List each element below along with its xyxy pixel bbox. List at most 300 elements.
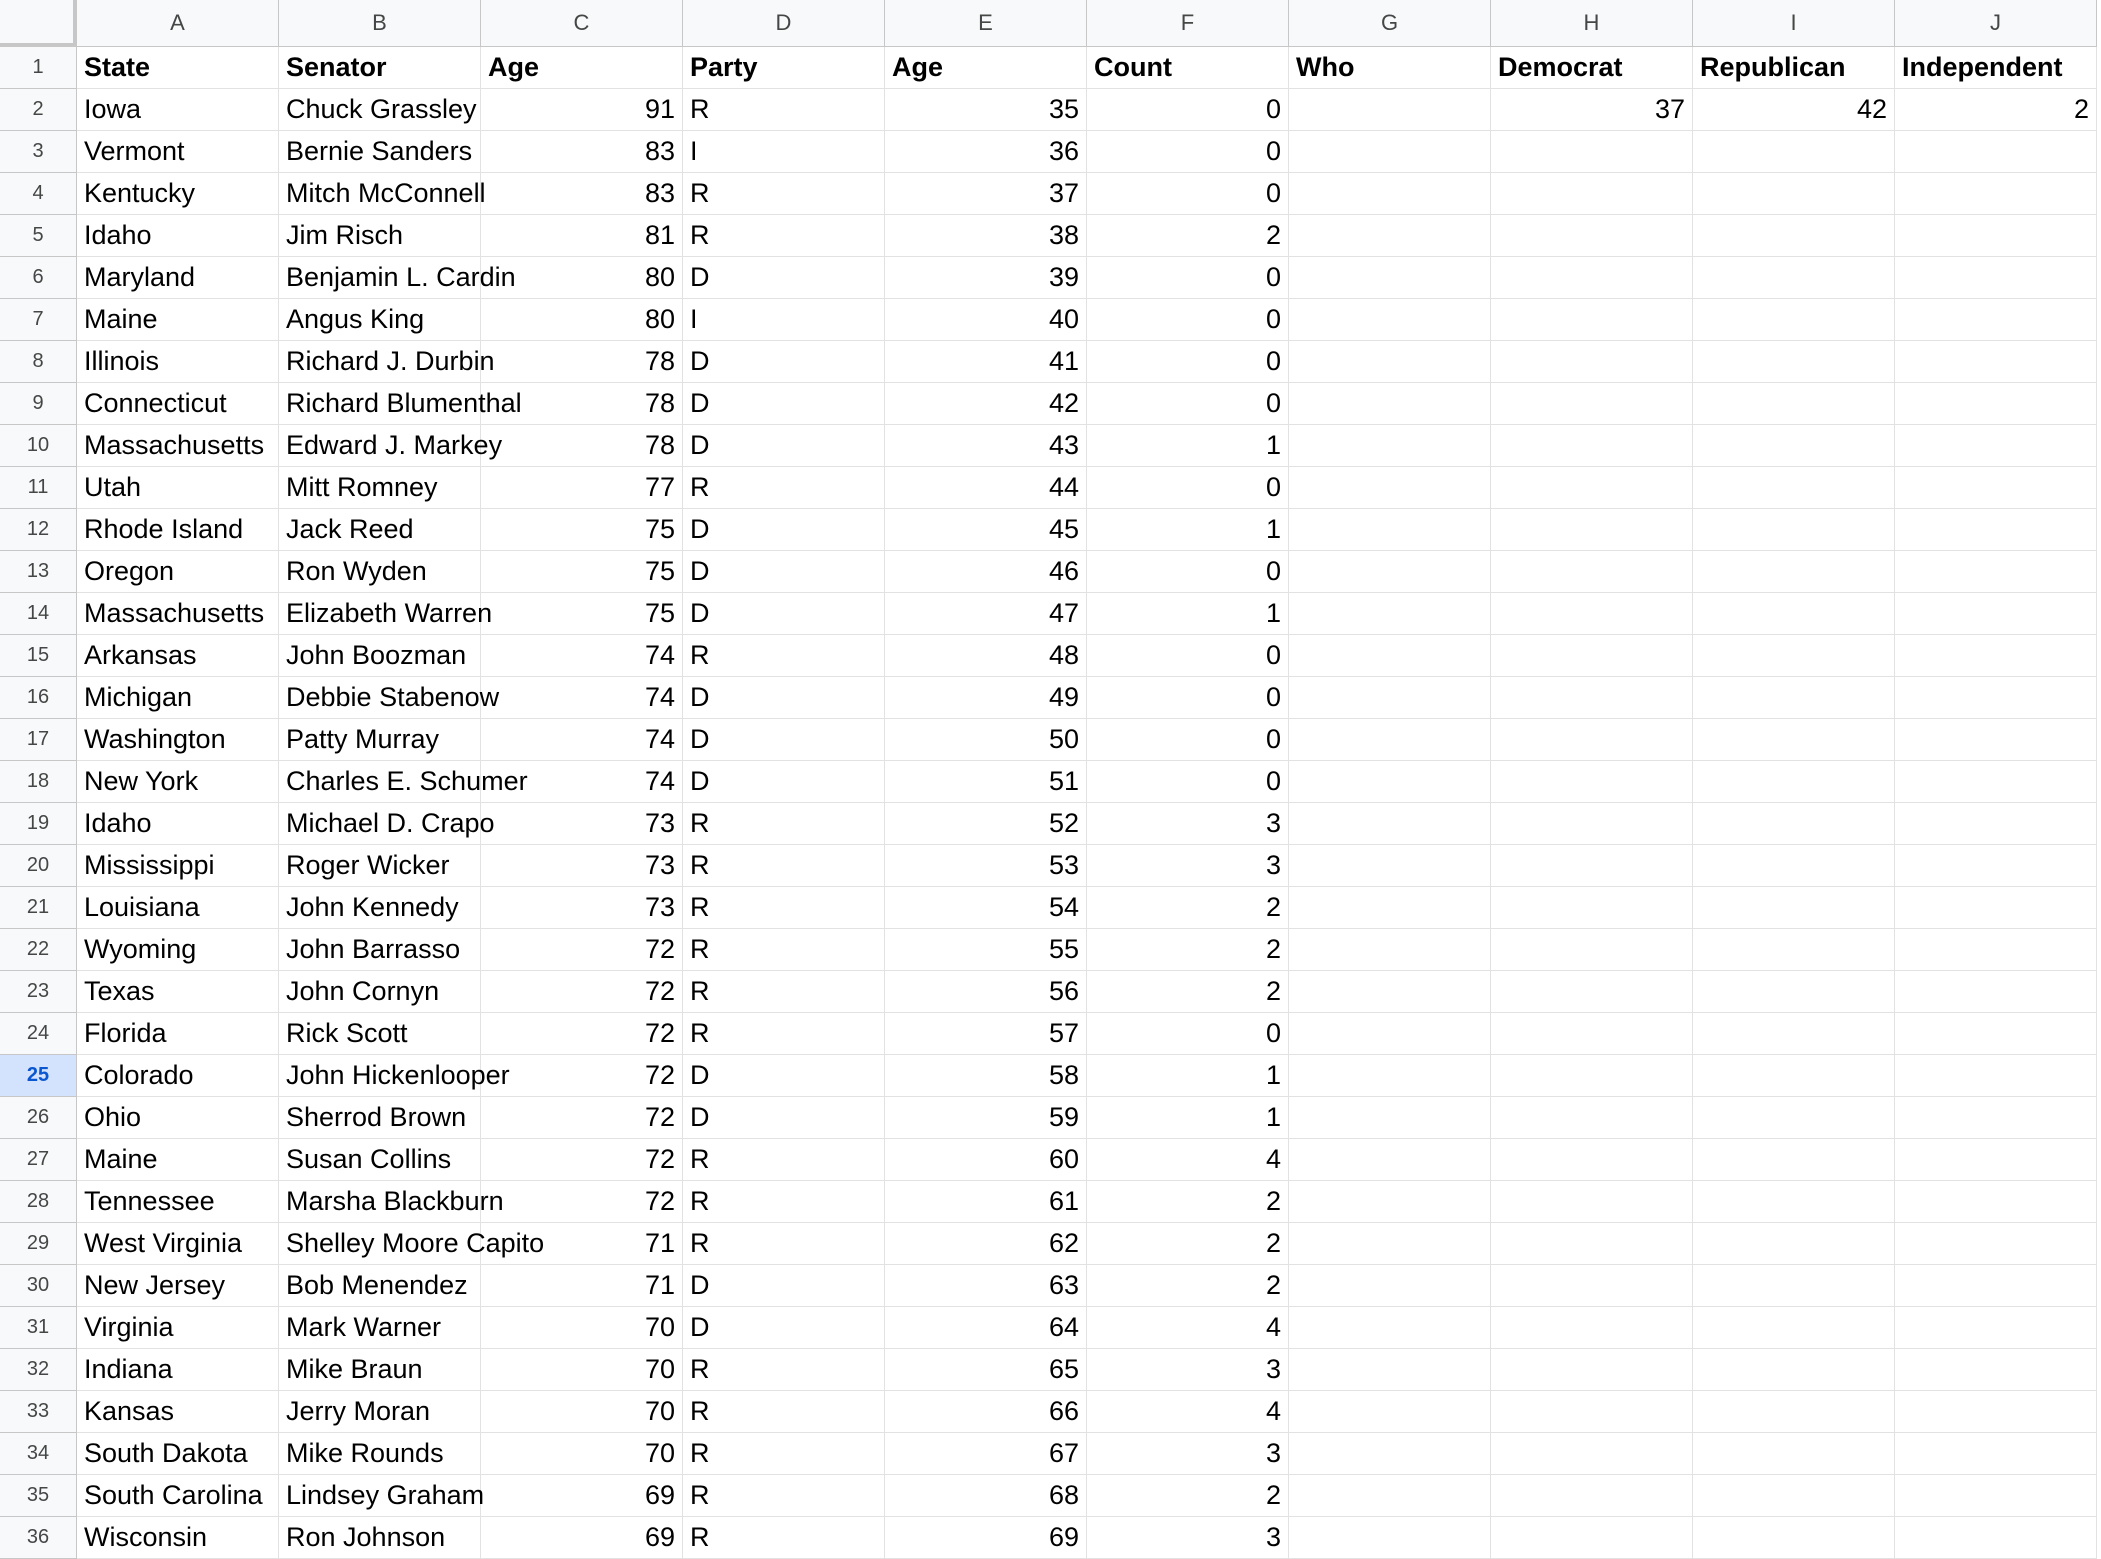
cell-a35[interactable]: South Carolina: [77, 1475, 279, 1517]
cell-f12[interactable]: 1: [1087, 509, 1289, 551]
cell-j30[interactable]: [1895, 1265, 2097, 1307]
row-header-4[interactable]: 4: [0, 173, 77, 215]
row-header-16[interactable]: 16: [0, 677, 77, 719]
cell-j18[interactable]: [1895, 761, 2097, 803]
cell-d32[interactable]: R: [683, 1349, 885, 1391]
cell-h15[interactable]: [1491, 635, 1693, 677]
column-header-b[interactable]: B: [279, 0, 481, 47]
cell-b35[interactable]: Lindsey Graham: [279, 1475, 481, 1517]
cell-e29[interactable]: 62: [885, 1223, 1087, 1265]
cell-i13[interactable]: [1693, 551, 1895, 593]
cell-a2[interactable]: Iowa: [77, 89, 279, 131]
cell-i35[interactable]: [1693, 1475, 1895, 1517]
cell-b27[interactable]: Susan Collins: [279, 1139, 481, 1181]
cell-i32[interactable]: [1693, 1349, 1895, 1391]
cell-i23[interactable]: [1693, 971, 1895, 1013]
row-header-21[interactable]: 21: [0, 887, 77, 929]
cell-g33[interactable]: [1289, 1391, 1491, 1433]
cell-g4[interactable]: [1289, 173, 1491, 215]
cell-c5[interactable]: 81: [481, 215, 683, 257]
cell-a11[interactable]: Utah: [77, 467, 279, 509]
cell-h8[interactable]: [1491, 341, 1693, 383]
column-header-e[interactable]: E: [885, 0, 1087, 47]
cell-f22[interactable]: 2: [1087, 929, 1289, 971]
cell-f7[interactable]: 0: [1087, 299, 1289, 341]
cell-j27[interactable]: [1895, 1139, 2097, 1181]
cell-a7[interactable]: Maine: [77, 299, 279, 341]
cell-c23[interactable]: 72: [481, 971, 683, 1013]
cell-j33[interactable]: [1895, 1391, 2097, 1433]
cell-i28[interactable]: [1693, 1181, 1895, 1223]
cell-b4[interactable]: Mitch McConnell: [279, 173, 481, 215]
cell-g7[interactable]: [1289, 299, 1491, 341]
cell-b13[interactable]: Ron Wyden: [279, 551, 481, 593]
row-header-13[interactable]: 13: [0, 551, 77, 593]
cell-f4[interactable]: 0: [1087, 173, 1289, 215]
cell-j28[interactable]: [1895, 1181, 2097, 1223]
cell-b30[interactable]: Bob Menendez: [279, 1265, 481, 1307]
cell-a19[interactable]: Idaho: [77, 803, 279, 845]
cell-d18[interactable]: D: [683, 761, 885, 803]
cell-f28[interactable]: 2: [1087, 1181, 1289, 1223]
cell-g10[interactable]: [1289, 425, 1491, 467]
cell-i19[interactable]: [1693, 803, 1895, 845]
cell-d35[interactable]: R: [683, 1475, 885, 1517]
cell-c36[interactable]: 69: [481, 1517, 683, 1559]
cell-i4[interactable]: [1693, 173, 1895, 215]
row-header-24[interactable]: 24: [0, 1013, 77, 1055]
cell-a34[interactable]: South Dakota: [77, 1433, 279, 1475]
cell-f1[interactable]: Count: [1087, 47, 1289, 89]
cell-a18[interactable]: New York: [77, 761, 279, 803]
cell-a20[interactable]: Mississippi: [77, 845, 279, 887]
cell-g30[interactable]: [1289, 1265, 1491, 1307]
row-header-1[interactable]: 1: [0, 47, 77, 89]
cell-a3[interactable]: Vermont: [77, 131, 279, 173]
cell-h32[interactable]: [1491, 1349, 1693, 1391]
cell-c24[interactable]: 72: [481, 1013, 683, 1055]
cell-c14[interactable]: 75: [481, 593, 683, 635]
cell-a4[interactable]: Kentucky: [77, 173, 279, 215]
cell-c27[interactable]: 72: [481, 1139, 683, 1181]
cell-b33[interactable]: Jerry Moran: [279, 1391, 481, 1433]
cell-g15[interactable]: [1289, 635, 1491, 677]
cell-a5[interactable]: Idaho: [77, 215, 279, 257]
row-header-11[interactable]: 11: [0, 467, 77, 509]
cell-h1[interactable]: Democrat: [1491, 47, 1693, 89]
cell-f16[interactable]: 0: [1087, 677, 1289, 719]
cell-i10[interactable]: [1693, 425, 1895, 467]
cell-j10[interactable]: [1895, 425, 2097, 467]
cell-f29[interactable]: 2: [1087, 1223, 1289, 1265]
cell-a36[interactable]: Wisconsin: [77, 1517, 279, 1559]
cell-c33[interactable]: 70: [481, 1391, 683, 1433]
cell-h29[interactable]: [1491, 1223, 1693, 1265]
cell-c16[interactable]: 74: [481, 677, 683, 719]
cell-i18[interactable]: [1693, 761, 1895, 803]
cell-c21[interactable]: 73: [481, 887, 683, 929]
cell-e30[interactable]: 63: [885, 1265, 1087, 1307]
cell-f24[interactable]: 0: [1087, 1013, 1289, 1055]
cell-i17[interactable]: [1693, 719, 1895, 761]
cell-f35[interactable]: 2: [1087, 1475, 1289, 1517]
cell-d21[interactable]: R: [683, 887, 885, 929]
cell-d20[interactable]: R: [683, 845, 885, 887]
cell-g34[interactable]: [1289, 1433, 1491, 1475]
cell-b11[interactable]: Mitt Romney: [279, 467, 481, 509]
cell-b3[interactable]: Bernie Sanders: [279, 131, 481, 173]
cell-e32[interactable]: 65: [885, 1349, 1087, 1391]
cell-a26[interactable]: Ohio: [77, 1097, 279, 1139]
cell-h36[interactable]: [1491, 1517, 1693, 1559]
cell-h25[interactable]: [1491, 1055, 1693, 1097]
cell-c35[interactable]: 69: [481, 1475, 683, 1517]
cell-f34[interactable]: 3: [1087, 1433, 1289, 1475]
cell-h33[interactable]: [1491, 1391, 1693, 1433]
cell-h13[interactable]: [1491, 551, 1693, 593]
cell-c3[interactable]: 83: [481, 131, 683, 173]
cell-a17[interactable]: Washington: [77, 719, 279, 761]
cell-h2[interactable]: 37: [1491, 89, 1693, 131]
cell-c34[interactable]: 70: [481, 1433, 683, 1475]
cell-j4[interactable]: [1895, 173, 2097, 215]
row-header-25[interactable]: 25: [0, 1055, 77, 1097]
cell-i2[interactable]: 42: [1693, 89, 1895, 131]
column-header-c[interactable]: C: [481, 0, 683, 47]
cell-a16[interactable]: Michigan: [77, 677, 279, 719]
cell-f5[interactable]: 2: [1087, 215, 1289, 257]
cell-b8[interactable]: Richard J. Durbin: [279, 341, 481, 383]
row-header-22[interactable]: 22: [0, 929, 77, 971]
cell-j9[interactable]: [1895, 383, 2097, 425]
cell-i36[interactable]: [1693, 1517, 1895, 1559]
cell-c20[interactable]: 73: [481, 845, 683, 887]
cell-h28[interactable]: [1491, 1181, 1693, 1223]
cell-b17[interactable]: Patty Murray: [279, 719, 481, 761]
cell-e16[interactable]: 49: [885, 677, 1087, 719]
cell-e10[interactable]: 43: [885, 425, 1087, 467]
cell-d9[interactable]: D: [683, 383, 885, 425]
cell-g24[interactable]: [1289, 1013, 1491, 1055]
cell-i25[interactable]: [1693, 1055, 1895, 1097]
cell-d4[interactable]: R: [683, 173, 885, 215]
cell-a31[interactable]: Virginia: [77, 1307, 279, 1349]
cell-e15[interactable]: 48: [885, 635, 1087, 677]
cell-h17[interactable]: [1491, 719, 1693, 761]
cell-e24[interactable]: 57: [885, 1013, 1087, 1055]
cell-i22[interactable]: [1693, 929, 1895, 971]
cell-d25[interactable]: D: [683, 1055, 885, 1097]
cell-c11[interactable]: 77: [481, 467, 683, 509]
cell-i30[interactable]: [1693, 1265, 1895, 1307]
cell-c1[interactable]: Age: [481, 47, 683, 89]
row-header-5[interactable]: 5: [0, 215, 77, 257]
cell-f17[interactable]: 0: [1087, 719, 1289, 761]
cell-e33[interactable]: 66: [885, 1391, 1087, 1433]
cell-j19[interactable]: [1895, 803, 2097, 845]
row-header-28[interactable]: 28: [0, 1181, 77, 1223]
cell-d14[interactable]: D: [683, 593, 885, 635]
cell-i6[interactable]: [1693, 257, 1895, 299]
cell-j32[interactable]: [1895, 1349, 2097, 1391]
row-header-8[interactable]: 8: [0, 341, 77, 383]
cell-c18[interactable]: 74: [481, 761, 683, 803]
cell-h7[interactable]: [1491, 299, 1693, 341]
cell-f27[interactable]: 4: [1087, 1139, 1289, 1181]
cell-a1[interactable]: State: [77, 47, 279, 89]
cell-e8[interactable]: 41: [885, 341, 1087, 383]
cell-b34[interactable]: Mike Rounds: [279, 1433, 481, 1475]
cell-c2[interactable]: 91: [481, 89, 683, 131]
cell-g31[interactable]: [1289, 1307, 1491, 1349]
cell-h22[interactable]: [1491, 929, 1693, 971]
cell-j31[interactable]: [1895, 1307, 2097, 1349]
cell-c9[interactable]: 78: [481, 383, 683, 425]
cell-g23[interactable]: [1289, 971, 1491, 1013]
cell-f13[interactable]: 0: [1087, 551, 1289, 593]
cell-h34[interactable]: [1491, 1433, 1693, 1475]
cell-f26[interactable]: 1: [1087, 1097, 1289, 1139]
cell-g13[interactable]: [1289, 551, 1491, 593]
cell-d7[interactable]: I: [683, 299, 885, 341]
cell-g28[interactable]: [1289, 1181, 1491, 1223]
cell-f8[interactable]: 0: [1087, 341, 1289, 383]
cell-j15[interactable]: [1895, 635, 2097, 677]
cell-j2[interactable]: 2: [1895, 89, 2097, 131]
cell-a27[interactable]: Maine: [77, 1139, 279, 1181]
cell-d15[interactable]: R: [683, 635, 885, 677]
cell-e26[interactable]: 59: [885, 1097, 1087, 1139]
cell-i16[interactable]: [1693, 677, 1895, 719]
cell-g2[interactable]: [1289, 89, 1491, 131]
cell-c31[interactable]: 70: [481, 1307, 683, 1349]
row-header-27[interactable]: 27: [0, 1139, 77, 1181]
cell-g8[interactable]: [1289, 341, 1491, 383]
column-header-i[interactable]: I: [1693, 0, 1895, 47]
cell-b21[interactable]: John Kennedy: [279, 887, 481, 929]
cell-j8[interactable]: [1895, 341, 2097, 383]
cell-e36[interactable]: 69: [885, 1517, 1087, 1559]
cell-a13[interactable]: Oregon: [77, 551, 279, 593]
cell-h5[interactable]: [1491, 215, 1693, 257]
cell-d19[interactable]: R: [683, 803, 885, 845]
row-header-10[interactable]: 10: [0, 425, 77, 467]
cell-d34[interactable]: R: [683, 1433, 885, 1475]
cell-d30[interactable]: D: [683, 1265, 885, 1307]
row-header-31[interactable]: 31: [0, 1307, 77, 1349]
cell-c25[interactable]: 72: [481, 1055, 683, 1097]
cell-e34[interactable]: 67: [885, 1433, 1087, 1475]
cell-a24[interactable]: Florida: [77, 1013, 279, 1055]
row-header-29[interactable]: 29: [0, 1223, 77, 1265]
cell-g12[interactable]: [1289, 509, 1491, 551]
cell-g1[interactable]: Who: [1289, 47, 1491, 89]
cell-d26[interactable]: D: [683, 1097, 885, 1139]
cell-a21[interactable]: Louisiana: [77, 887, 279, 929]
cell-b12[interactable]: Jack Reed: [279, 509, 481, 551]
cell-j12[interactable]: [1895, 509, 2097, 551]
cell-e14[interactable]: 47: [885, 593, 1087, 635]
cell-c6[interactable]: 80: [481, 257, 683, 299]
cell-a23[interactable]: Texas: [77, 971, 279, 1013]
cell-b26[interactable]: Sherrod Brown: [279, 1097, 481, 1139]
cell-j26[interactable]: [1895, 1097, 2097, 1139]
cell-b2[interactable]: Chuck Grassley: [279, 89, 481, 131]
cell-d16[interactable]: D: [683, 677, 885, 719]
cell-e17[interactable]: 50: [885, 719, 1087, 761]
cell-g18[interactable]: [1289, 761, 1491, 803]
cell-d24[interactable]: R: [683, 1013, 885, 1055]
row-header-30[interactable]: 30: [0, 1265, 77, 1307]
cell-c15[interactable]: 74: [481, 635, 683, 677]
cell-d27[interactable]: R: [683, 1139, 885, 1181]
cell-g21[interactable]: [1289, 887, 1491, 929]
row-header-36[interactable]: 36: [0, 1517, 77, 1559]
cell-g16[interactable]: [1289, 677, 1491, 719]
cell-c4[interactable]: 83: [481, 173, 683, 215]
cell-j29[interactable]: [1895, 1223, 2097, 1265]
cell-i11[interactable]: [1693, 467, 1895, 509]
cell-d10[interactable]: D: [683, 425, 885, 467]
cell-g35[interactable]: [1289, 1475, 1491, 1517]
cell-a9[interactable]: Connecticut: [77, 383, 279, 425]
cell-a14[interactable]: Massachusetts: [77, 593, 279, 635]
cell-a28[interactable]: Tennessee: [77, 1181, 279, 1223]
cell-f30[interactable]: 2: [1087, 1265, 1289, 1307]
cell-g32[interactable]: [1289, 1349, 1491, 1391]
row-header-20[interactable]: 20: [0, 845, 77, 887]
cell-i24[interactable]: [1693, 1013, 1895, 1055]
cell-c7[interactable]: 80: [481, 299, 683, 341]
cell-e23[interactable]: 56: [885, 971, 1087, 1013]
cell-a32[interactable]: Indiana: [77, 1349, 279, 1391]
cell-j34[interactable]: [1895, 1433, 2097, 1475]
cell-a29[interactable]: West Virginia: [77, 1223, 279, 1265]
cell-h23[interactable]: [1491, 971, 1693, 1013]
cell-i8[interactable]: [1693, 341, 1895, 383]
cell-i29[interactable]: [1693, 1223, 1895, 1265]
cell-a30[interactable]: New Jersey: [77, 1265, 279, 1307]
cell-f31[interactable]: 4: [1087, 1307, 1289, 1349]
cell-i3[interactable]: [1693, 131, 1895, 173]
cell-d11[interactable]: R: [683, 467, 885, 509]
cell-c28[interactable]: 72: [481, 1181, 683, 1223]
cell-g25[interactable]: [1289, 1055, 1491, 1097]
cell-d29[interactable]: R: [683, 1223, 885, 1265]
cell-f25[interactable]: 1: [1087, 1055, 1289, 1097]
cell-i15[interactable]: [1693, 635, 1895, 677]
cell-b9[interactable]: Richard Blumenthal: [279, 383, 481, 425]
cell-d13[interactable]: D: [683, 551, 885, 593]
row-header-12[interactable]: 12: [0, 509, 77, 551]
cell-h16[interactable]: [1491, 677, 1693, 719]
cell-a8[interactable]: Illinois: [77, 341, 279, 383]
cell-b32[interactable]: Mike Braun: [279, 1349, 481, 1391]
cell-b20[interactable]: Roger Wicker: [279, 845, 481, 887]
cell-b6[interactable]: Benjamin L. Cardin: [279, 257, 481, 299]
cell-h21[interactable]: [1491, 887, 1693, 929]
row-header-34[interactable]: 34: [0, 1433, 77, 1475]
cell-j3[interactable]: [1895, 131, 2097, 173]
cell-e1[interactable]: Age: [885, 47, 1087, 89]
cell-f23[interactable]: 2: [1087, 971, 1289, 1013]
cell-j24[interactable]: [1895, 1013, 2097, 1055]
cell-h24[interactable]: [1491, 1013, 1693, 1055]
cell-b14[interactable]: Elizabeth Warren: [279, 593, 481, 635]
cell-j25[interactable]: [1895, 1055, 2097, 1097]
select-all-corner[interactable]: [0, 0, 77, 47]
cell-e3[interactable]: 36: [885, 131, 1087, 173]
cell-b28[interactable]: Marsha Blackburn: [279, 1181, 481, 1223]
cell-j23[interactable]: [1895, 971, 2097, 1013]
cell-i31[interactable]: [1693, 1307, 1895, 1349]
cell-d31[interactable]: D: [683, 1307, 885, 1349]
row-header-17[interactable]: 17: [0, 719, 77, 761]
cell-b31[interactable]: Mark Warner: [279, 1307, 481, 1349]
row-header-2[interactable]: 2: [0, 89, 77, 131]
row-header-6[interactable]: 6: [0, 257, 77, 299]
cell-a6[interactable]: Maryland: [77, 257, 279, 299]
cell-g6[interactable]: [1289, 257, 1491, 299]
cell-b23[interactable]: John Cornyn: [279, 971, 481, 1013]
cell-f9[interactable]: 0: [1087, 383, 1289, 425]
cell-g22[interactable]: [1289, 929, 1491, 971]
cell-f20[interactable]: 3: [1087, 845, 1289, 887]
cell-a25[interactable]: Colorado: [77, 1055, 279, 1097]
row-header-32[interactable]: 32: [0, 1349, 77, 1391]
cell-f3[interactable]: 0: [1087, 131, 1289, 173]
cell-c32[interactable]: 70: [481, 1349, 683, 1391]
cell-d1[interactable]: Party: [683, 47, 885, 89]
cell-e27[interactable]: 60: [885, 1139, 1087, 1181]
cell-g19[interactable]: [1289, 803, 1491, 845]
cell-b19[interactable]: Michael D. Crapo: [279, 803, 481, 845]
cell-e19[interactable]: 52: [885, 803, 1087, 845]
cell-b5[interactable]: Jim Risch: [279, 215, 481, 257]
cell-f15[interactable]: 0: [1087, 635, 1289, 677]
cell-g5[interactable]: [1289, 215, 1491, 257]
cell-e31[interactable]: 64: [885, 1307, 1087, 1349]
column-header-f[interactable]: F: [1087, 0, 1289, 47]
cell-c26[interactable]: 72: [481, 1097, 683, 1139]
cell-j11[interactable]: [1895, 467, 2097, 509]
cell-d17[interactable]: D: [683, 719, 885, 761]
cell-b22[interactable]: John Barrasso: [279, 929, 481, 971]
cell-j14[interactable]: [1895, 593, 2097, 635]
cell-j20[interactable]: [1895, 845, 2097, 887]
row-header-9[interactable]: 9: [0, 383, 77, 425]
column-header-j[interactable]: J: [1895, 0, 2097, 47]
cell-b36[interactable]: Ron Johnson: [279, 1517, 481, 1559]
cell-a10[interactable]: Massachusetts: [77, 425, 279, 467]
cell-f33[interactable]: 4: [1087, 1391, 1289, 1433]
cell-d5[interactable]: R: [683, 215, 885, 257]
row-header-26[interactable]: 26: [0, 1097, 77, 1139]
cell-d36[interactable]: R: [683, 1517, 885, 1559]
cell-f10[interactable]: 1: [1087, 425, 1289, 467]
cell-h30[interactable]: [1491, 1265, 1693, 1307]
cell-b15[interactable]: John Boozman: [279, 635, 481, 677]
cell-e18[interactable]: 51: [885, 761, 1087, 803]
cell-a15[interactable]: Arkansas: [77, 635, 279, 677]
cell-j22[interactable]: [1895, 929, 2097, 971]
row-header-3[interactable]: 3: [0, 131, 77, 173]
cell-c17[interactable]: 74: [481, 719, 683, 761]
row-header-14[interactable]: 14: [0, 593, 77, 635]
row-header-19[interactable]: 19: [0, 803, 77, 845]
column-header-d[interactable]: D: [683, 0, 885, 47]
cell-e25[interactable]: 58: [885, 1055, 1087, 1097]
